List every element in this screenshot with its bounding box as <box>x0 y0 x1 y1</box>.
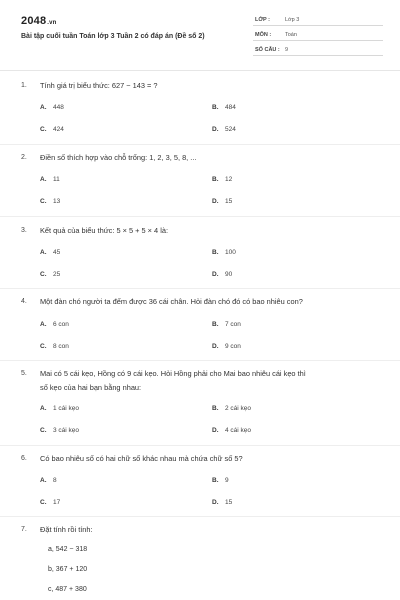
calculation-item: b, 367 + 120 <box>48 566 88 573</box>
option-text: 3 cái kẹo <box>53 427 80 434</box>
question-number: 5. <box>21 370 27 377</box>
option-letter: C. <box>40 126 47 133</box>
question-text: Tính giá trị biểu thức: 627 − 143 = ? <box>40 81 158 90</box>
site-logo[interactable] <box>21 15 57 27</box>
answer-option[interactable] <box>40 405 79 412</box>
question-text: Điền số thích hợp vào chỗ trống: 1, 2, 3, 5, 8, ... <box>40 153 197 162</box>
answer-option[interactable] <box>40 198 60 205</box>
option-text: 6 con <box>53 321 69 328</box>
question-text-line-2: số kẹo của hai bạn bằng nhau: <box>40 383 142 392</box>
question-text: Có bao nhiêu số có hai chữ số khác nhau mà chứa chữ số 5? <box>40 454 243 463</box>
option-text: 484 <box>225 104 236 111</box>
option-letter: B. <box>212 176 219 183</box>
option-letter: B. <box>212 321 219 328</box>
option-letter: C. <box>40 198 47 205</box>
option-text: 8 con <box>53 343 69 350</box>
question-text: Đặt tính rồi tính: <box>40 525 93 534</box>
option-text: 9 <box>225 477 229 484</box>
answer-option[interactable] <box>212 343 241 350</box>
question-number: 7. <box>21 526 27 533</box>
option-text: 448 <box>53 104 64 111</box>
option-letter: B. <box>212 477 219 484</box>
answer-option[interactable] <box>212 321 241 328</box>
meta-value: Toán <box>285 32 297 38</box>
option-letter: A. <box>40 321 47 328</box>
option-text: 524 <box>225 126 236 133</box>
option-letter: C. <box>40 343 47 350</box>
option-text: 9 con <box>225 343 241 350</box>
answer-option[interactable] <box>212 271 232 278</box>
answer-option[interactable] <box>40 321 69 328</box>
option-letter: C. <box>40 499 47 506</box>
option-text: 100 <box>225 249 236 256</box>
option-letter: A. <box>40 405 47 412</box>
answer-option[interactable] <box>212 176 232 183</box>
question-number: 2. <box>21 154 27 161</box>
answer-option[interactable] <box>40 343 69 350</box>
calculation-item: a, 542 − 318 <box>48 546 88 553</box>
option-letter: C. <box>40 427 47 434</box>
option-letter: D. <box>212 499 219 506</box>
option-letter: D. <box>212 343 219 350</box>
option-letter: B. <box>212 405 219 412</box>
option-text: 1 cái kẹo <box>53 405 80 412</box>
option-letter: C. <box>40 271 47 278</box>
answer-option[interactable] <box>212 405 251 412</box>
question-divider <box>0 144 400 145</box>
logo-text: 2048 <box>21 15 47 27</box>
calculation-item: c, 487 + 380 <box>48 586 87 593</box>
option-text: 4 cái kẹo <box>225 427 252 434</box>
meta-value: Lớp 3 <box>285 17 300 23</box>
header-divider <box>0 70 400 71</box>
answer-option[interactable] <box>212 477 229 484</box>
meta-label: MÔN : <box>255 32 272 38</box>
question-number: 1. <box>21 82 27 89</box>
question-text: Kết quả của biểu thức: 5 × 5 + 5 × 4 là: <box>40 226 169 235</box>
option-text: 2 cái kẹo <box>225 405 252 412</box>
option-letter: D. <box>212 271 219 278</box>
answer-option[interactable] <box>212 249 236 256</box>
answer-option[interactable] <box>212 427 251 434</box>
meta-count-row <box>253 43 383 56</box>
answer-option[interactable] <box>40 499 60 506</box>
answer-option[interactable] <box>40 126 64 133</box>
option-text: 8 <box>53 477 57 484</box>
option-text: 15 <box>225 198 233 205</box>
question-divider <box>0 216 400 217</box>
answer-option[interactable] <box>212 499 232 506</box>
answer-option[interactable] <box>212 126 236 133</box>
option-text: 11 <box>53 176 60 183</box>
question-number: 6. <box>21 455 27 462</box>
option-letter: D. <box>212 126 219 133</box>
answer-option[interactable] <box>40 104 64 111</box>
answer-option[interactable] <box>40 249 60 256</box>
option-letter: A. <box>40 477 47 484</box>
option-text: 25 <box>53 271 61 278</box>
option-letter: A. <box>40 249 47 256</box>
option-text: 45 <box>53 249 61 256</box>
document-title: Bài tập cuối tuần Toán lớp 3 Tuần 2 có đáp án (Đề số 2) <box>21 33 205 40</box>
option-text: 13 <box>53 198 61 205</box>
meta-label: LỚP : <box>255 17 270 23</box>
question-number: 4. <box>21 298 27 305</box>
answer-option[interactable] <box>40 271 60 278</box>
option-text: 424 <box>53 126 64 133</box>
option-text: 90 <box>225 271 233 278</box>
logo-suffix: .vn <box>47 20 57 26</box>
option-text: 15 <box>225 499 233 506</box>
answer-option[interactable] <box>212 198 232 205</box>
question-divider <box>0 288 400 289</box>
option-letter: B. <box>212 249 219 256</box>
meta-label: SỐ CÂU : <box>255 47 280 53</box>
option-text: 17 <box>53 499 61 506</box>
header <box>0 0 400 70</box>
answer-option[interactable] <box>212 104 236 111</box>
option-letter: A. <box>40 176 47 183</box>
answer-option[interactable] <box>40 176 60 183</box>
meta-value: 9 <box>285 47 289 53</box>
option-text: 7 con <box>225 321 241 328</box>
meta-class-row <box>253 13 383 26</box>
option-letter: D. <box>212 198 219 205</box>
option-letter: A. <box>40 104 47 111</box>
question-divider <box>0 445 400 446</box>
question-number: 3. <box>21 227 27 234</box>
answer-option[interactable] <box>40 427 79 434</box>
option-text: 12 <box>225 176 233 183</box>
question-divider <box>0 360 400 361</box>
option-letter: D. <box>212 427 219 434</box>
question-text-line-1: Mai có 5 cái kẹo, Hồng có 9 cái kẹo. Hỏi Hồng phải cho Mai bao nhiêu cái kẹo thì <box>40 369 306 378</box>
meta-subject-row <box>253 28 383 41</box>
answer-option[interactable] <box>40 477 57 484</box>
question-divider <box>0 516 400 517</box>
option-letter: B. <box>212 104 219 111</box>
question-text: Một đàn chó người ta đếm được 36 cái chân. Hỏi đàn chó đó có bao nhiêu con? <box>40 297 303 306</box>
